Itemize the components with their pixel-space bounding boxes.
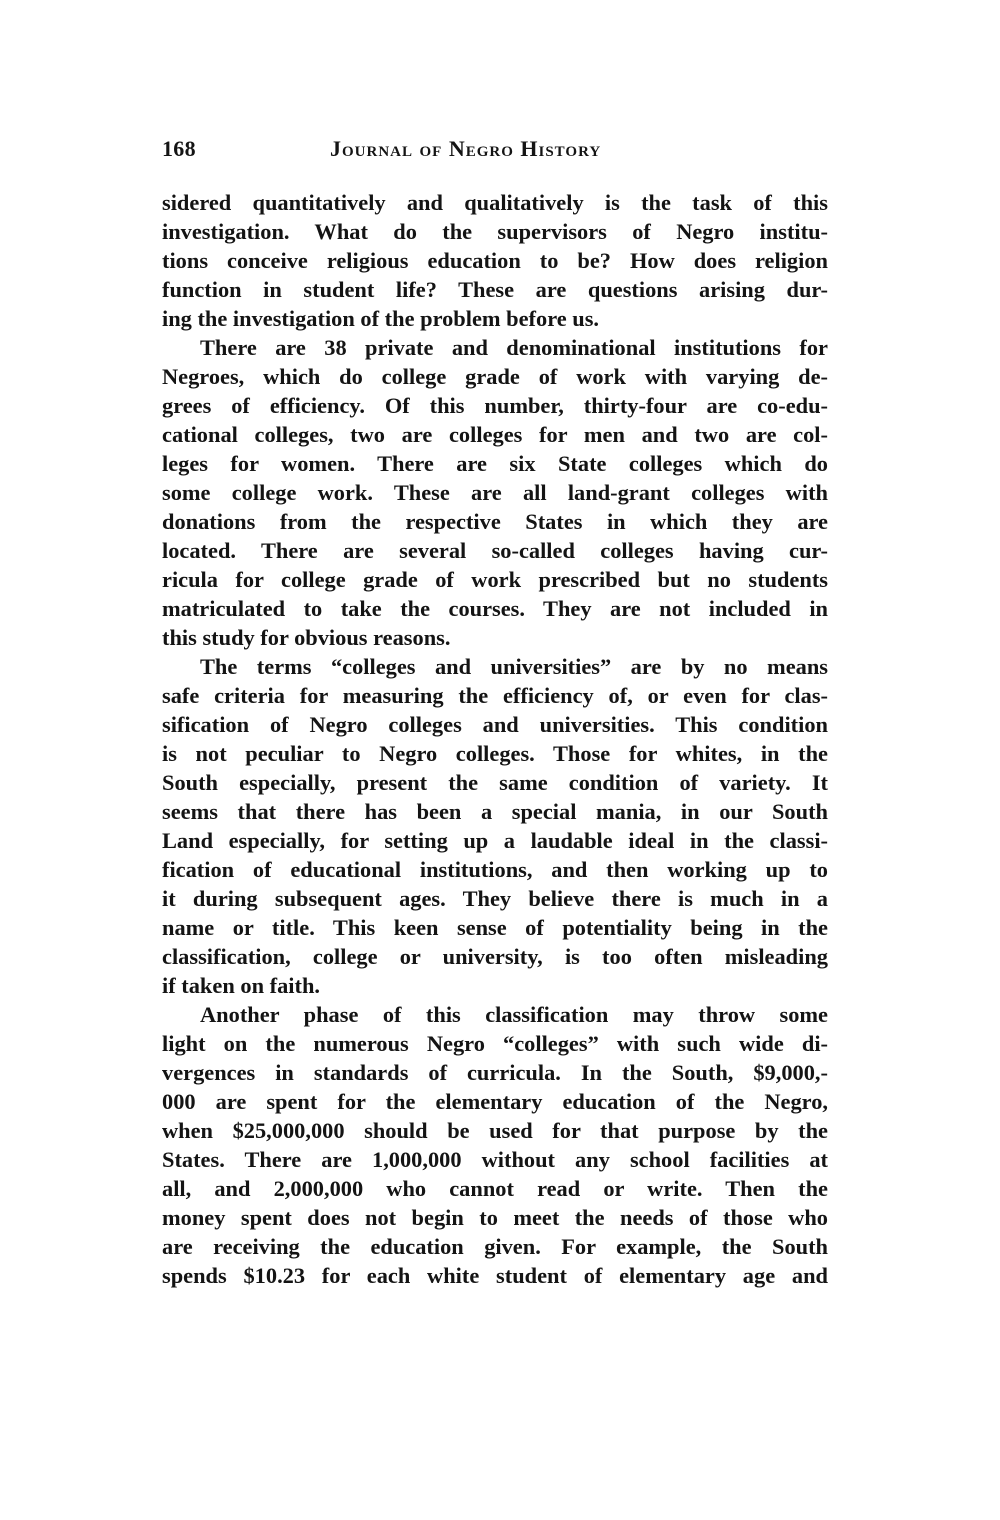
journal-page	[162, 136, 828, 1288]
running-head	[162, 136, 828, 168]
text-line: money spent does not begin to meet the needs of those who	[162, 1205, 828, 1230]
text-line: ricula for college grade of work prescribed but no students	[162, 567, 828, 592]
text-line: name or title. This keen sense of potentiality being in the	[162, 915, 828, 940]
text-line: South especially, present the same condition of variety. It	[162, 770, 828, 795]
text-line: seems that there has been a special mania, in our South	[162, 799, 828, 824]
text-line: it during subsequent ages. They believe there is much in a	[162, 886, 828, 911]
text-line: some college work. These are all land-grant colleges with	[162, 480, 828, 505]
text-line: spends $10.23 for each white student of elementary age and	[162, 1263, 828, 1288]
text-line: this study for obvious reasons.	[162, 625, 451, 650]
journal-title: Journal of Negro History	[330, 136, 602, 161]
text-line: are receiving the education given. For example, the South	[162, 1234, 828, 1259]
paragraph	[162, 652, 828, 1000]
text-line: donations from the respective States in which they are	[162, 509, 828, 534]
text-line: The terms “colleges and universities” are by no means	[200, 654, 828, 679]
text-line: There are 38 private and denominational institutions for	[200, 335, 828, 360]
page-number: 168	[162, 136, 196, 161]
text-line: sidered quantitatively and qualitatively is the task of this	[162, 190, 828, 215]
text-line: sification of Negro colleges and universities. This condition	[162, 712, 828, 737]
text-line: is not peculiar to Negro colleges. Those for whites, in the	[162, 741, 828, 766]
text-line: located. There are several so-called colleges having cur-	[162, 538, 828, 563]
text-line: fication of educational institutions, and then working up to	[162, 857, 828, 882]
text-line: tions conceive religious education to be? How does religion	[162, 248, 828, 273]
text-line: leges for women. There are six State colleges which do	[162, 451, 828, 476]
text-line: if taken on faith.	[162, 973, 320, 998]
text-line: ing the investigation of the problem before us.	[162, 306, 600, 331]
paragraph	[162, 333, 828, 652]
text-line: States. There are 1,000,000 without any school facilities at	[162, 1147, 828, 1172]
text-line: grees of efficiency. Of this number, thirty-four are co-edu-	[162, 393, 828, 418]
text-line: when $25,000,000 should be used for that purpose by the	[162, 1118, 828, 1143]
body-text	[162, 188, 828, 1290]
paragraph	[162, 1000, 828, 1290]
text-line: matriculated to take the courses. They are not included in	[162, 596, 828, 621]
paragraph	[162, 188, 828, 333]
text-line: vergences in standards of curricula. In the South, $9,000,-	[162, 1060, 828, 1085]
text-line: function in student life? These are questions arising dur-	[162, 277, 828, 302]
text-line: Negroes, which do college grade of work with varying de-	[162, 364, 828, 389]
text-line: Another phase of this classification may throw some	[200, 1002, 828, 1027]
text-line: all, and 2,000,000 who cannot read or write. Then the	[162, 1176, 828, 1201]
text-line: classification, college or university, is too often misleading	[162, 944, 828, 969]
text-line: investigation. What do the supervisors of Negro institu-	[162, 219, 828, 244]
text-line: light on the numerous Negro “colleges” with such wide di-	[162, 1031, 828, 1056]
text-line: 000 are spent for the elementary education of the Negro,	[162, 1089, 828, 1114]
text-line: cational colleges, two are colleges for men and two are col-	[162, 422, 828, 447]
text-line: safe criteria for measuring the efficiency of, or even for clas-	[162, 683, 828, 708]
text-line: Land especially, for setting up a laudable ideal in the classi-	[162, 828, 828, 853]
